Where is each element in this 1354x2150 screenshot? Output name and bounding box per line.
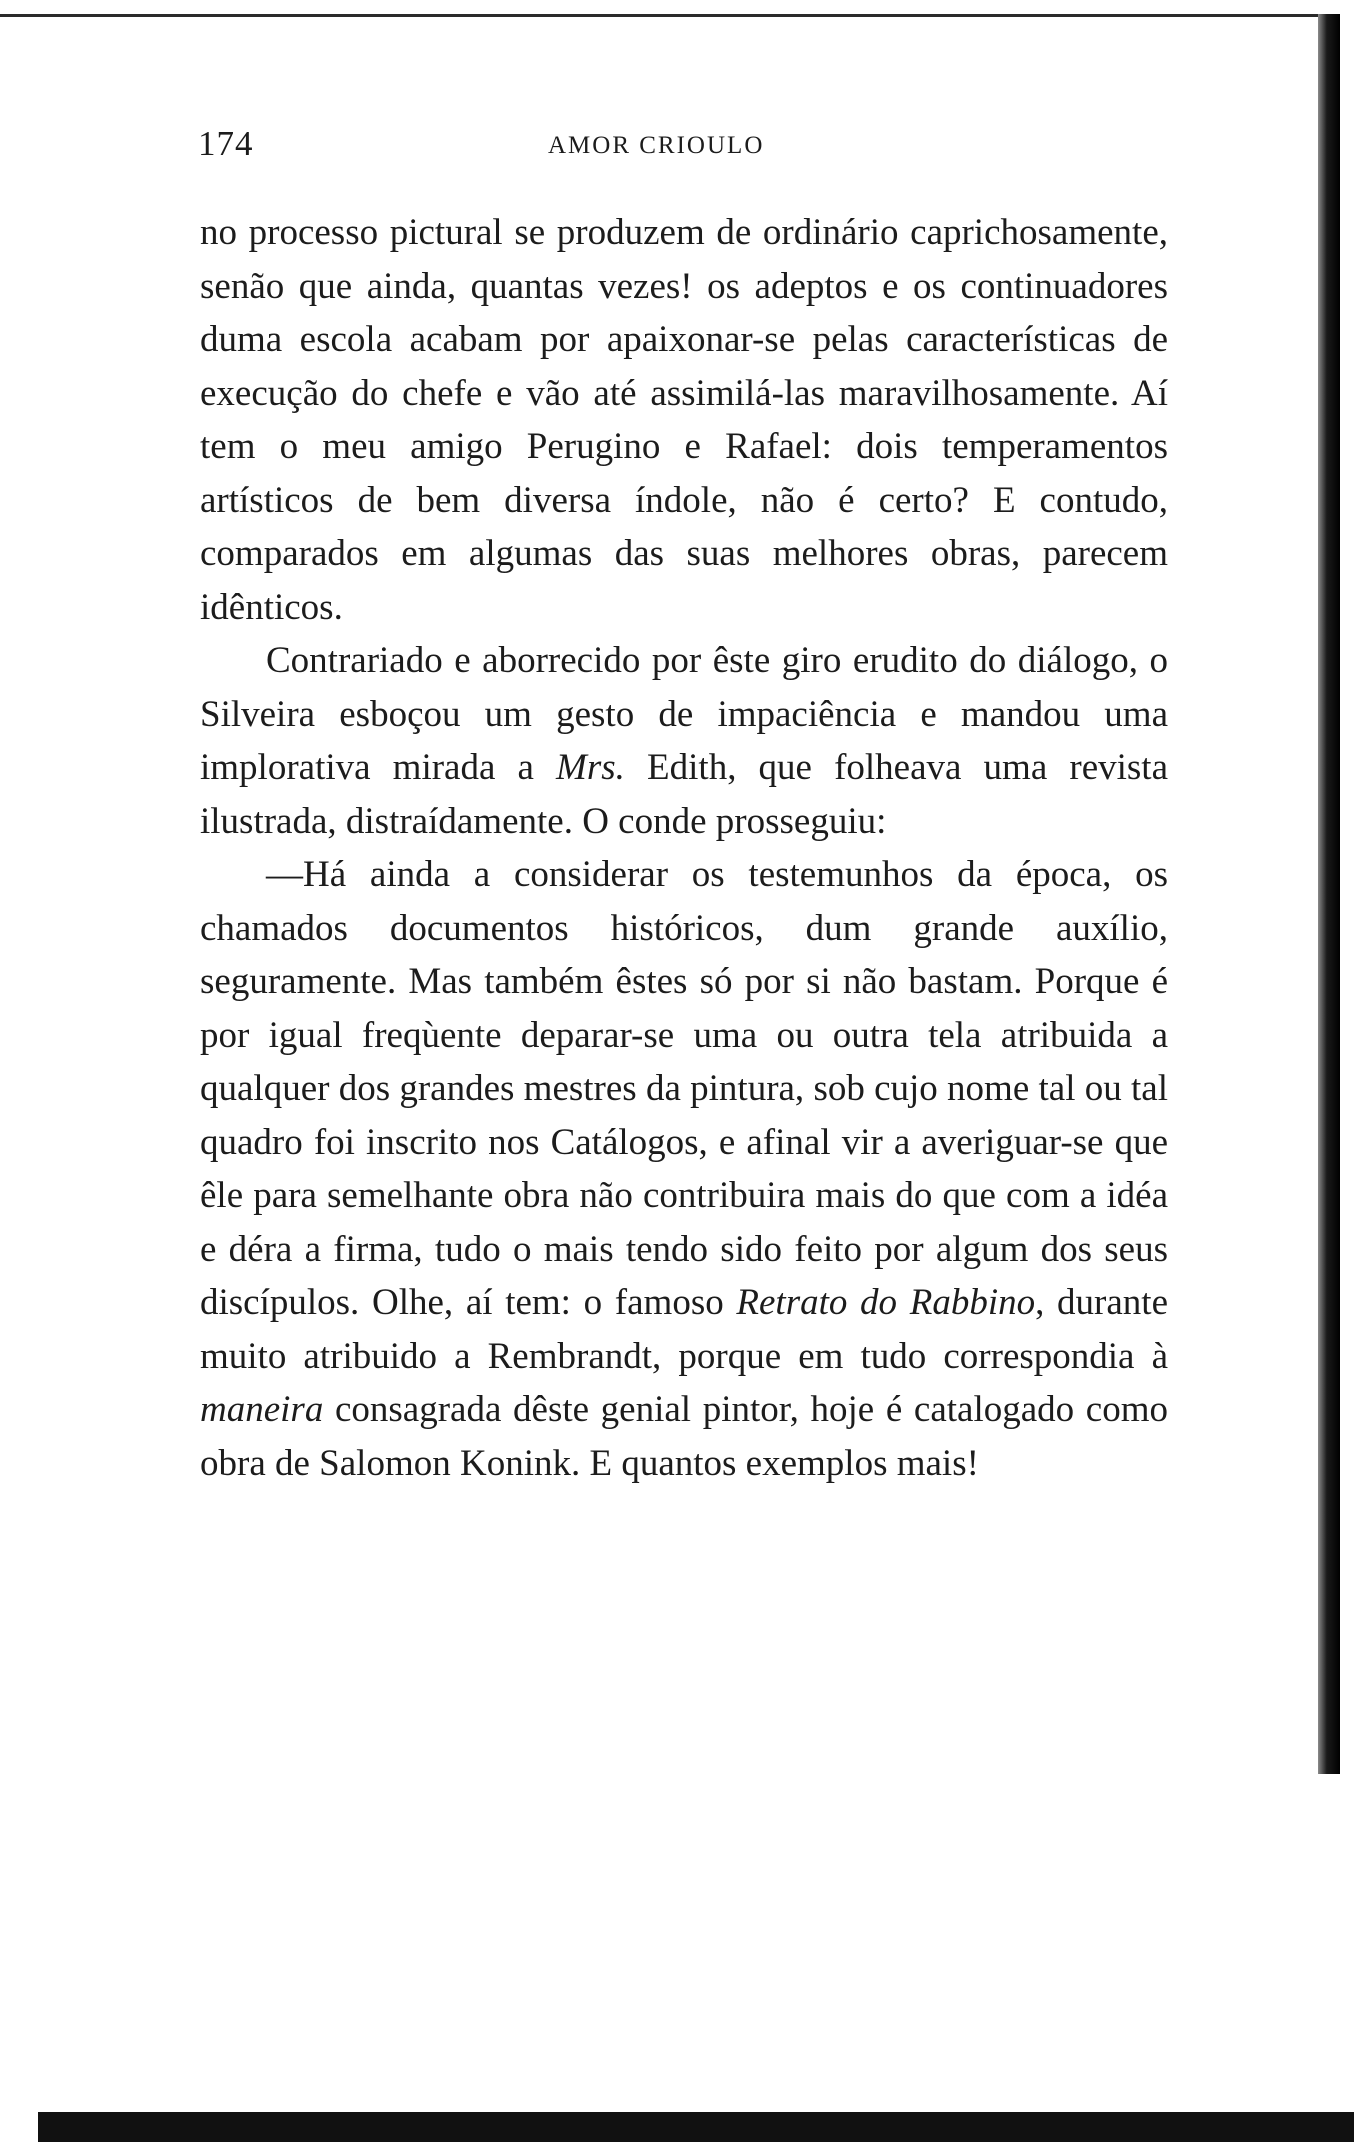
paragraph-3-text-c: consagrada dêste genial pintor, hoje é catalogado como obra de Salomon Konink. E quantos exemplos mais! (200, 1389, 1168, 1484)
paragraph-3-italic-title: Retrato do Rabbino (736, 1282, 1036, 1323)
paragraph-2-text-a: Contrariado e aborrecido por êste giro erudito do diálogo, o Silveira esboçou um gesto de impaciência e mandou uma implorativa mirada a (200, 640, 1168, 788)
paragraph-3-text-a: —Há ainda a considerar os testemunhos da época, os chamados documentos históricos, dum grande auxílio, seguramente. Mas também êstes só por si não bastam. Porque é por igual freqùente deparar-se uma ou outra tela atribuida a qualquer dos grandes mestres da pintura, sob cujo nome tal ou tal quadro foi inscrito nos Catálogos, e afinal vir a averiguar-se que êle para semelhante obra não contribuira mais do que com a idéa e déra a firma, tudo o mais tendo sido feito por algum dos seus discípulos. Olhe, aí tem: o famoso (200, 854, 1168, 1323)
paragraph-3 (200, 848, 1168, 1490)
paragraph-3-italic-maneira: maneira (200, 1389, 324, 1430)
page-header (198, 124, 1178, 164)
page-number: 174 (198, 124, 254, 163)
running-title: AMOR CRIOULO (548, 132, 765, 159)
page-gutter-shadow (1318, 14, 1340, 1774)
top-edge-rule (0, 14, 1330, 17)
paragraph-2-text-b: Edith, que folheava uma revista ilustrada, distraídamente. O conde prosseguiu: (200, 747, 1168, 842)
paragraph-2-italic-mrs: Mrs. (556, 747, 625, 788)
paragraph-1 (200, 206, 1168, 634)
paragraph-3-text-b: , durante muito atribuido a Rembrandt, porque em tudo correspondia à (200, 1282, 1168, 1377)
paragraph-2 (200, 634, 1168, 848)
paragraph-1-text: no processo pictural se produzem de ordinário caprichosamente, senão que ainda, quantas vezes! os adeptos e os continuadores duma escola acabam por apaixonar-se pelas características de execução do chefe e vão até assimilá-las maravilhosamente. Aí tem o meu amigo Perugino e Rafael: dois temperamentos artísticos de bem diversa índole, não é certo? E contudo, comparados em algumas das suas melhores obras, parecem idênticos. (200, 212, 1168, 628)
body-text (200, 206, 1168, 1490)
bottom-edge-rule (38, 2112, 1354, 2142)
